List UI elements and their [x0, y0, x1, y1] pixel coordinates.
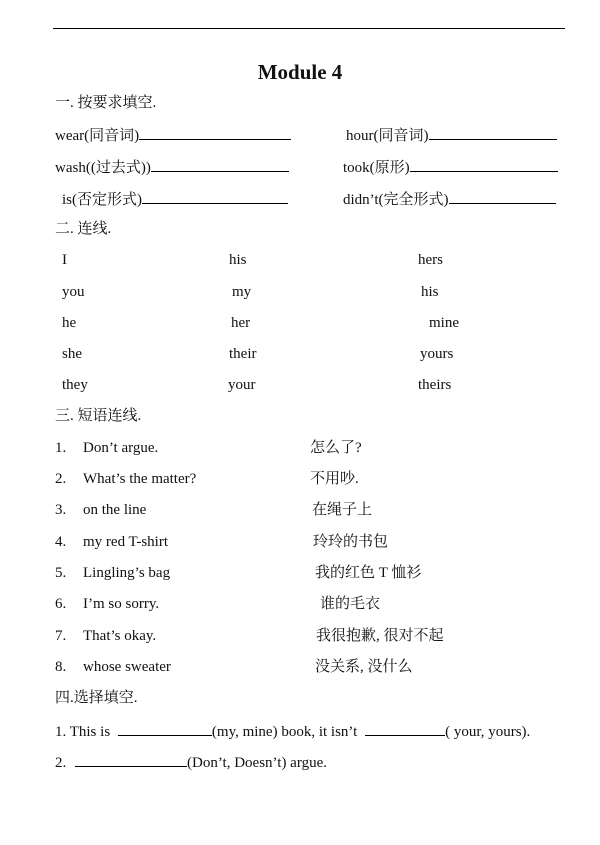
item-number: 1.	[55, 440, 67, 456]
header-rule	[53, 28, 565, 29]
phrase-text: Don’t argue.	[83, 440, 159, 456]
fill-label: wash((过去式))	[55, 160, 151, 176]
phrase-item	[55, 439, 158, 457]
phrase-text: What’s the matter?	[83, 471, 197, 487]
match-word: your	[228, 377, 256, 393]
phrase-meaning: 在绳子上	[312, 502, 373, 518]
item-number: 7.	[55, 628, 67, 644]
match-word: he	[62, 315, 77, 331]
match-word: his	[229, 252, 247, 268]
phrase-text: my red T-shirt	[83, 534, 168, 550]
fill-label: is(否定形式)	[62, 192, 142, 208]
choice-options: (my, mine) book, it isn’t	[211, 724, 358, 740]
phrase-meaning: 玲玲的书包	[313, 534, 389, 550]
answer-blank[interactable]	[118, 721, 212, 736]
item-number: 8.	[55, 659, 67, 675]
fill-item-hour	[346, 125, 557, 145]
answer-blank[interactable]	[151, 157, 289, 172]
answer-blank[interactable]	[365, 721, 445, 736]
item-number: 2.	[55, 471, 67, 487]
phrase-text: I’m so sorry.	[83, 596, 160, 612]
choice-options: (Don’t, Doesn’t) argue.	[187, 755, 327, 771]
match-word: his	[421, 284, 439, 300]
choice-question-2	[55, 752, 327, 772]
phrase-meaning: 没关系, 没什么	[315, 659, 413, 675]
fill-item-took	[343, 157, 558, 177]
match-word: her	[231, 315, 251, 331]
answer-blank[interactable]	[449, 189, 556, 204]
phrase-meaning: 怎么了?	[310, 440, 362, 456]
fill-label: hour(同音词)	[346, 128, 429, 144]
fill-label: took(原形)	[343, 160, 410, 176]
phrase-meaning: 我很抱歉, 很对不起	[316, 628, 444, 644]
section4-heading: 四.选择填空.	[55, 690, 138, 706]
phrase-item	[55, 595, 159, 613]
item-number: 6.	[55, 596, 67, 612]
phrase-text: Lingling’s bag	[83, 565, 171, 581]
fill-item-is	[62, 189, 288, 209]
phrase-item	[55, 627, 156, 645]
item-number: 3.	[55, 502, 67, 518]
phrase-item	[55, 470, 196, 488]
match-word: their	[229, 346, 257, 362]
phrase-item	[55, 501, 146, 519]
item-number: 5.	[55, 565, 67, 581]
section2-heading: 二. 连线.	[55, 221, 112, 237]
match-word: they	[62, 377, 88, 393]
question-prefix: 2.	[55, 755, 67, 771]
answer-blank[interactable]	[75, 752, 187, 767]
phrase-text: on the line	[83, 502, 147, 518]
match-word: my	[232, 284, 252, 300]
fill-item-wash	[55, 157, 289, 177]
phrase-meaning: 谁的毛衣	[320, 596, 381, 612]
match-word: hers	[418, 252, 443, 268]
match-word: I	[62, 252, 67, 268]
choice-question-1	[55, 721, 530, 741]
fill-item-didnt	[343, 189, 556, 209]
answer-blank[interactable]	[139, 125, 291, 140]
section1-heading: 一. 按要求填空.	[55, 95, 157, 111]
phrase-item	[55, 533, 168, 551]
answer-blank[interactable]	[429, 125, 557, 140]
phrase-item	[55, 658, 171, 676]
section3-heading: 三. 短语连线.	[55, 408, 142, 424]
item-number: 4.	[55, 534, 67, 550]
fill-item-wear	[55, 125, 291, 145]
choice-options: ( your, yours).	[445, 724, 531, 740]
answer-blank[interactable]	[142, 189, 288, 204]
answer-blank[interactable]	[410, 157, 558, 172]
phrase-text: That’s okay.	[83, 628, 157, 644]
phrase-item	[55, 564, 170, 582]
fill-label: wear(同音词)	[55, 128, 140, 144]
phrase-meaning: 我的红色 T 恤衫	[315, 565, 422, 581]
phrase-text: whose sweater	[83, 659, 171, 675]
fill-label: didn’t(完全形式)	[343, 192, 449, 208]
match-word: theirs	[418, 377, 452, 393]
phrase-meaning: 不用吵.	[310, 471, 359, 487]
question-prefix: 1. This is	[55, 724, 111, 740]
match-word: you	[62, 284, 85, 300]
page-title: Module 4	[257, 60, 343, 84]
match-word: she	[62, 346, 82, 362]
match-word: mine	[429, 315, 459, 331]
match-word: yours	[420, 346, 454, 362]
